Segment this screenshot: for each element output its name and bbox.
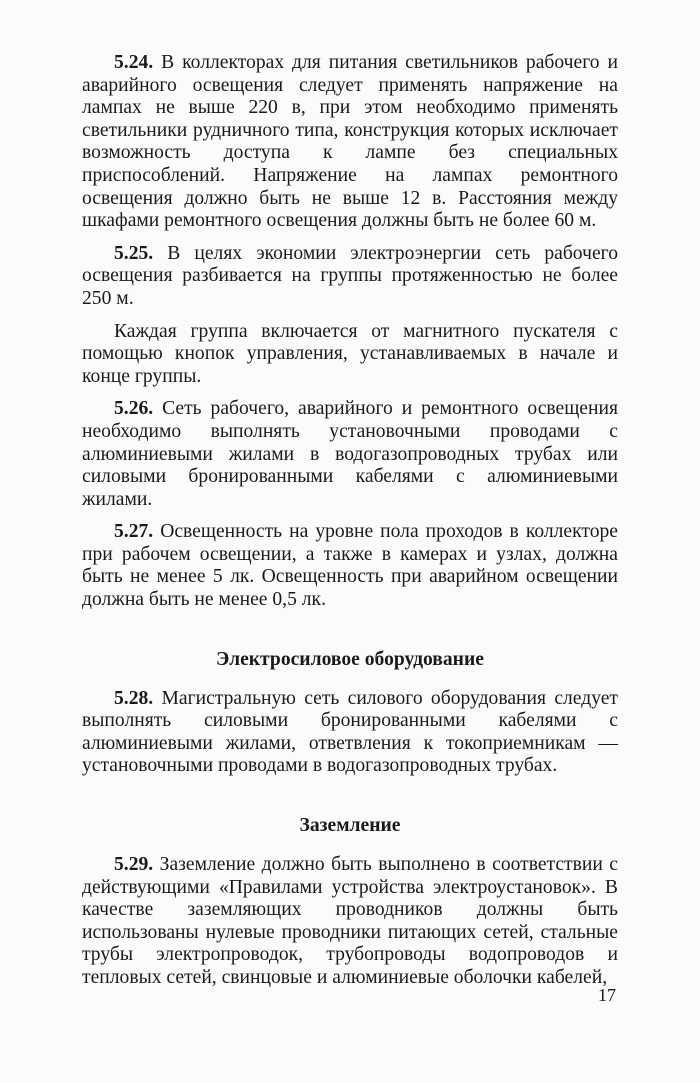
paragraph-number: 5.28. bbox=[114, 687, 154, 709]
paragraph-5-29 bbox=[82, 854, 618, 990]
page-number: 17 bbox=[598, 985, 616, 1005]
paragraph-text: Сеть рабочего, аварийного и ремонтного освещения необходимо выполнять установочными проводами с алюминиевыми жилами в водогазопроводных трубах или силовыми бронированными кабелями с алюминиевыми жилами. bbox=[82, 398, 618, 510]
paragraph-text: Магистральную сеть силового оборудования следует выполнять силовыми бронированными кабелями с алюминиевыми жилами, ответвления к токоприемникам — установочными проводами в водогазопроводных трубах. bbox=[82, 687, 618, 777]
paragraph-text: В целях экономии электроэнергии сеть рабочего освещения разбивается на группы протяженностью не более 250 м. bbox=[82, 242, 618, 309]
paragraph-5-25 bbox=[82, 243, 618, 311]
paragraph-5-24 bbox=[82, 52, 618, 233]
paragraph-number: 5.27. bbox=[114, 521, 154, 543]
paragraph-text: Заземление должно быть выполнено в соответствии с действующими «Правилами устройства электроустановок». В качестве заземляющих проводников должны быть использованы нулевые проводники питающих сетей, стальные трубы электропроводок, трубопроводы водопроводов и тепловых сетей, свинцовые и алюминиевые оболочки кабелей, bbox=[82, 854, 618, 988]
section-heading-power-equipment: Электросиловое оборудование bbox=[216, 648, 484, 670]
paragraph-number: 5.25. bbox=[114, 242, 154, 264]
paragraph-5-27 bbox=[82, 521, 618, 611]
paragraph-text: В коллекторах для питания светильников рабочего и аварийного освещения следует применять напряжение на лампах не выше 220 в, при этом необходимо применять светильники рудничного типа, конструкция которых исключает возможность доступа к лампе без специальных приспособлений. Напряжение на лампах ремонтного освещения должно быть не выше 12 в. Расстояния между шкафами ремонтного освещения должны быть не более 60 м. bbox=[82, 52, 618, 232]
paragraph-5-26 bbox=[82, 398, 618, 511]
paragraph-text: Каждая группа включается от магнитного пускателя с помощью кнопок управления, устанавливаемых в начале и конце группы. bbox=[82, 320, 618, 387]
paragraph-number: 5.29. bbox=[114, 854, 154, 876]
section-heading-grounding: Заземление bbox=[299, 815, 401, 837]
paragraph-5-28 bbox=[82, 688, 618, 778]
paragraph-text: Освещенность на уровне пола проходов в коллекторе при рабочем освещении, а также в камерах и узлах, должна быть не менее 5 лк. Освещенность при аварийном освещении должна быть не менее 0,5 лк. bbox=[82, 521, 618, 611]
paragraph-number: 5.24. bbox=[114, 52, 154, 73]
paragraph-number: 5.26. bbox=[114, 398, 154, 420]
paragraph-5-25-continued bbox=[82, 321, 618, 389]
